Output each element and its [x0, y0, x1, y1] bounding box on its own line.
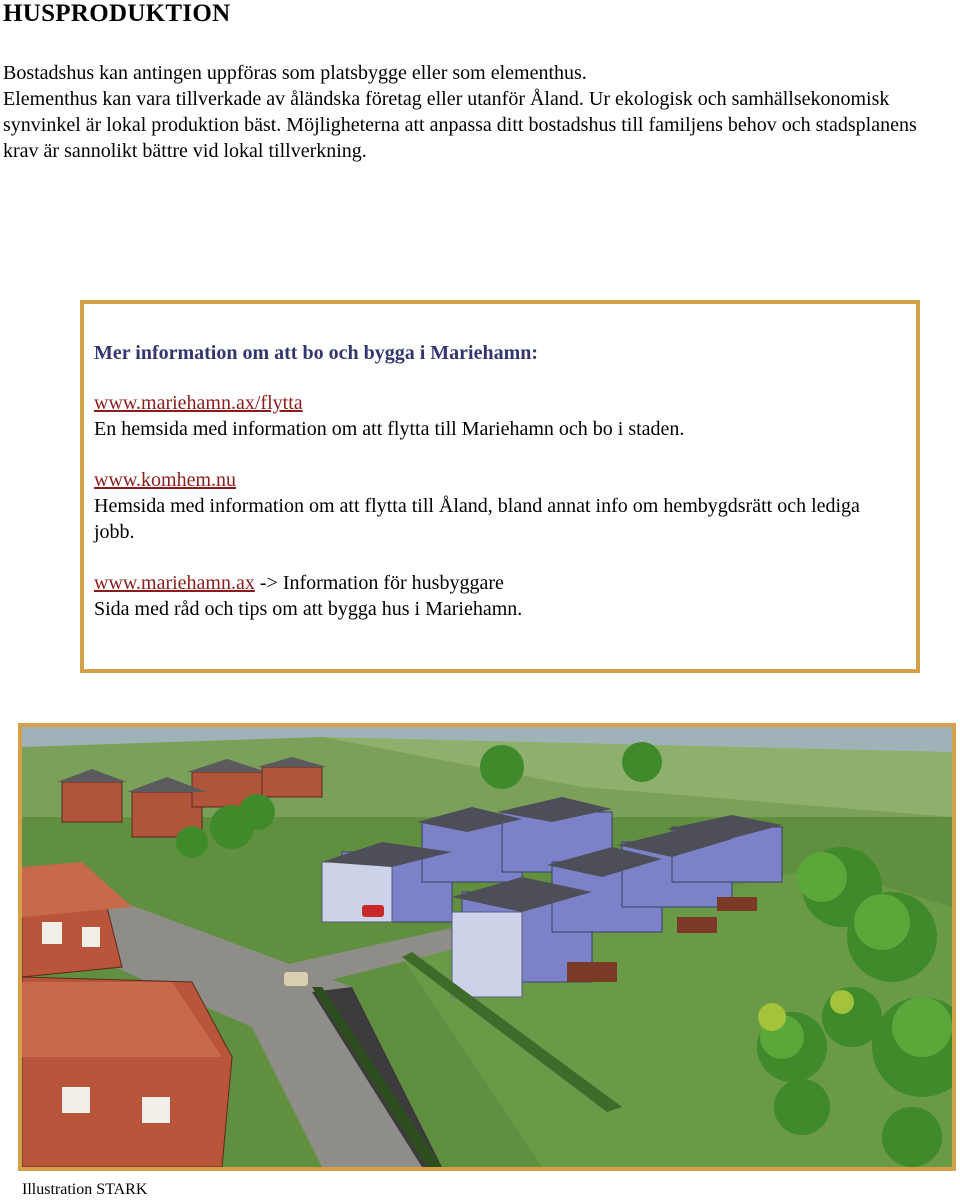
info-entry-husbyggare	[94, 570, 904, 622]
info-entry-description: En hemsida med information om att flytta till Mariehamn och bo i staden.	[94, 418, 685, 440]
intro-line-1: Bostadshus kan antingen uppföras som platsbygge eller som elementhus.	[3, 62, 587, 84]
link-mariehamn[interactable]: www.mariehamn.ax	[94, 572, 255, 594]
page-title: HUSPRODUKTION	[3, 0, 231, 27]
info-box-heading: Mer information om att bo och bygga i Mariehamn:	[94, 342, 539, 364]
intro-text	[3, 60, 933, 164]
link-suffix: -> Information för husbyggare	[254, 572, 504, 594]
info-box	[80, 300, 920, 673]
housing-area-illustration	[18, 723, 956, 1171]
info-entry-flytta	[94, 390, 904, 442]
info-entry-komhem	[94, 467, 904, 545]
intro-line-2: Elementhus kan vara tillverkade av åländska företag eller utanför Åland. Ur ekologisk och samhällsekonomisk synvinkel är lokal produktion bäst. Möjligheterna att anpassa ditt bostadshus till familjens behov och stadsplanens krav är sannolikt bättre vid lokal tillverkning.	[3, 88, 917, 162]
link-mariehamn-flytta[interactable]: www.mariehamn.ax/flytta	[94, 392, 303, 414]
info-entry-description: Sida med råd och tips om att bygga hus i Mariehamn.	[94, 598, 523, 620]
link-komhem[interactable]: www.komhem.nu	[94, 469, 237, 491]
illustration-drawing	[22, 727, 952, 1167]
info-entry-description: Hemsida med information om att flytta till Åland, bland annat info om hembygdsrätt och lediga jobb.	[94, 495, 860, 543]
illustration-caption: Illustration STARK	[22, 1181, 148, 1198]
